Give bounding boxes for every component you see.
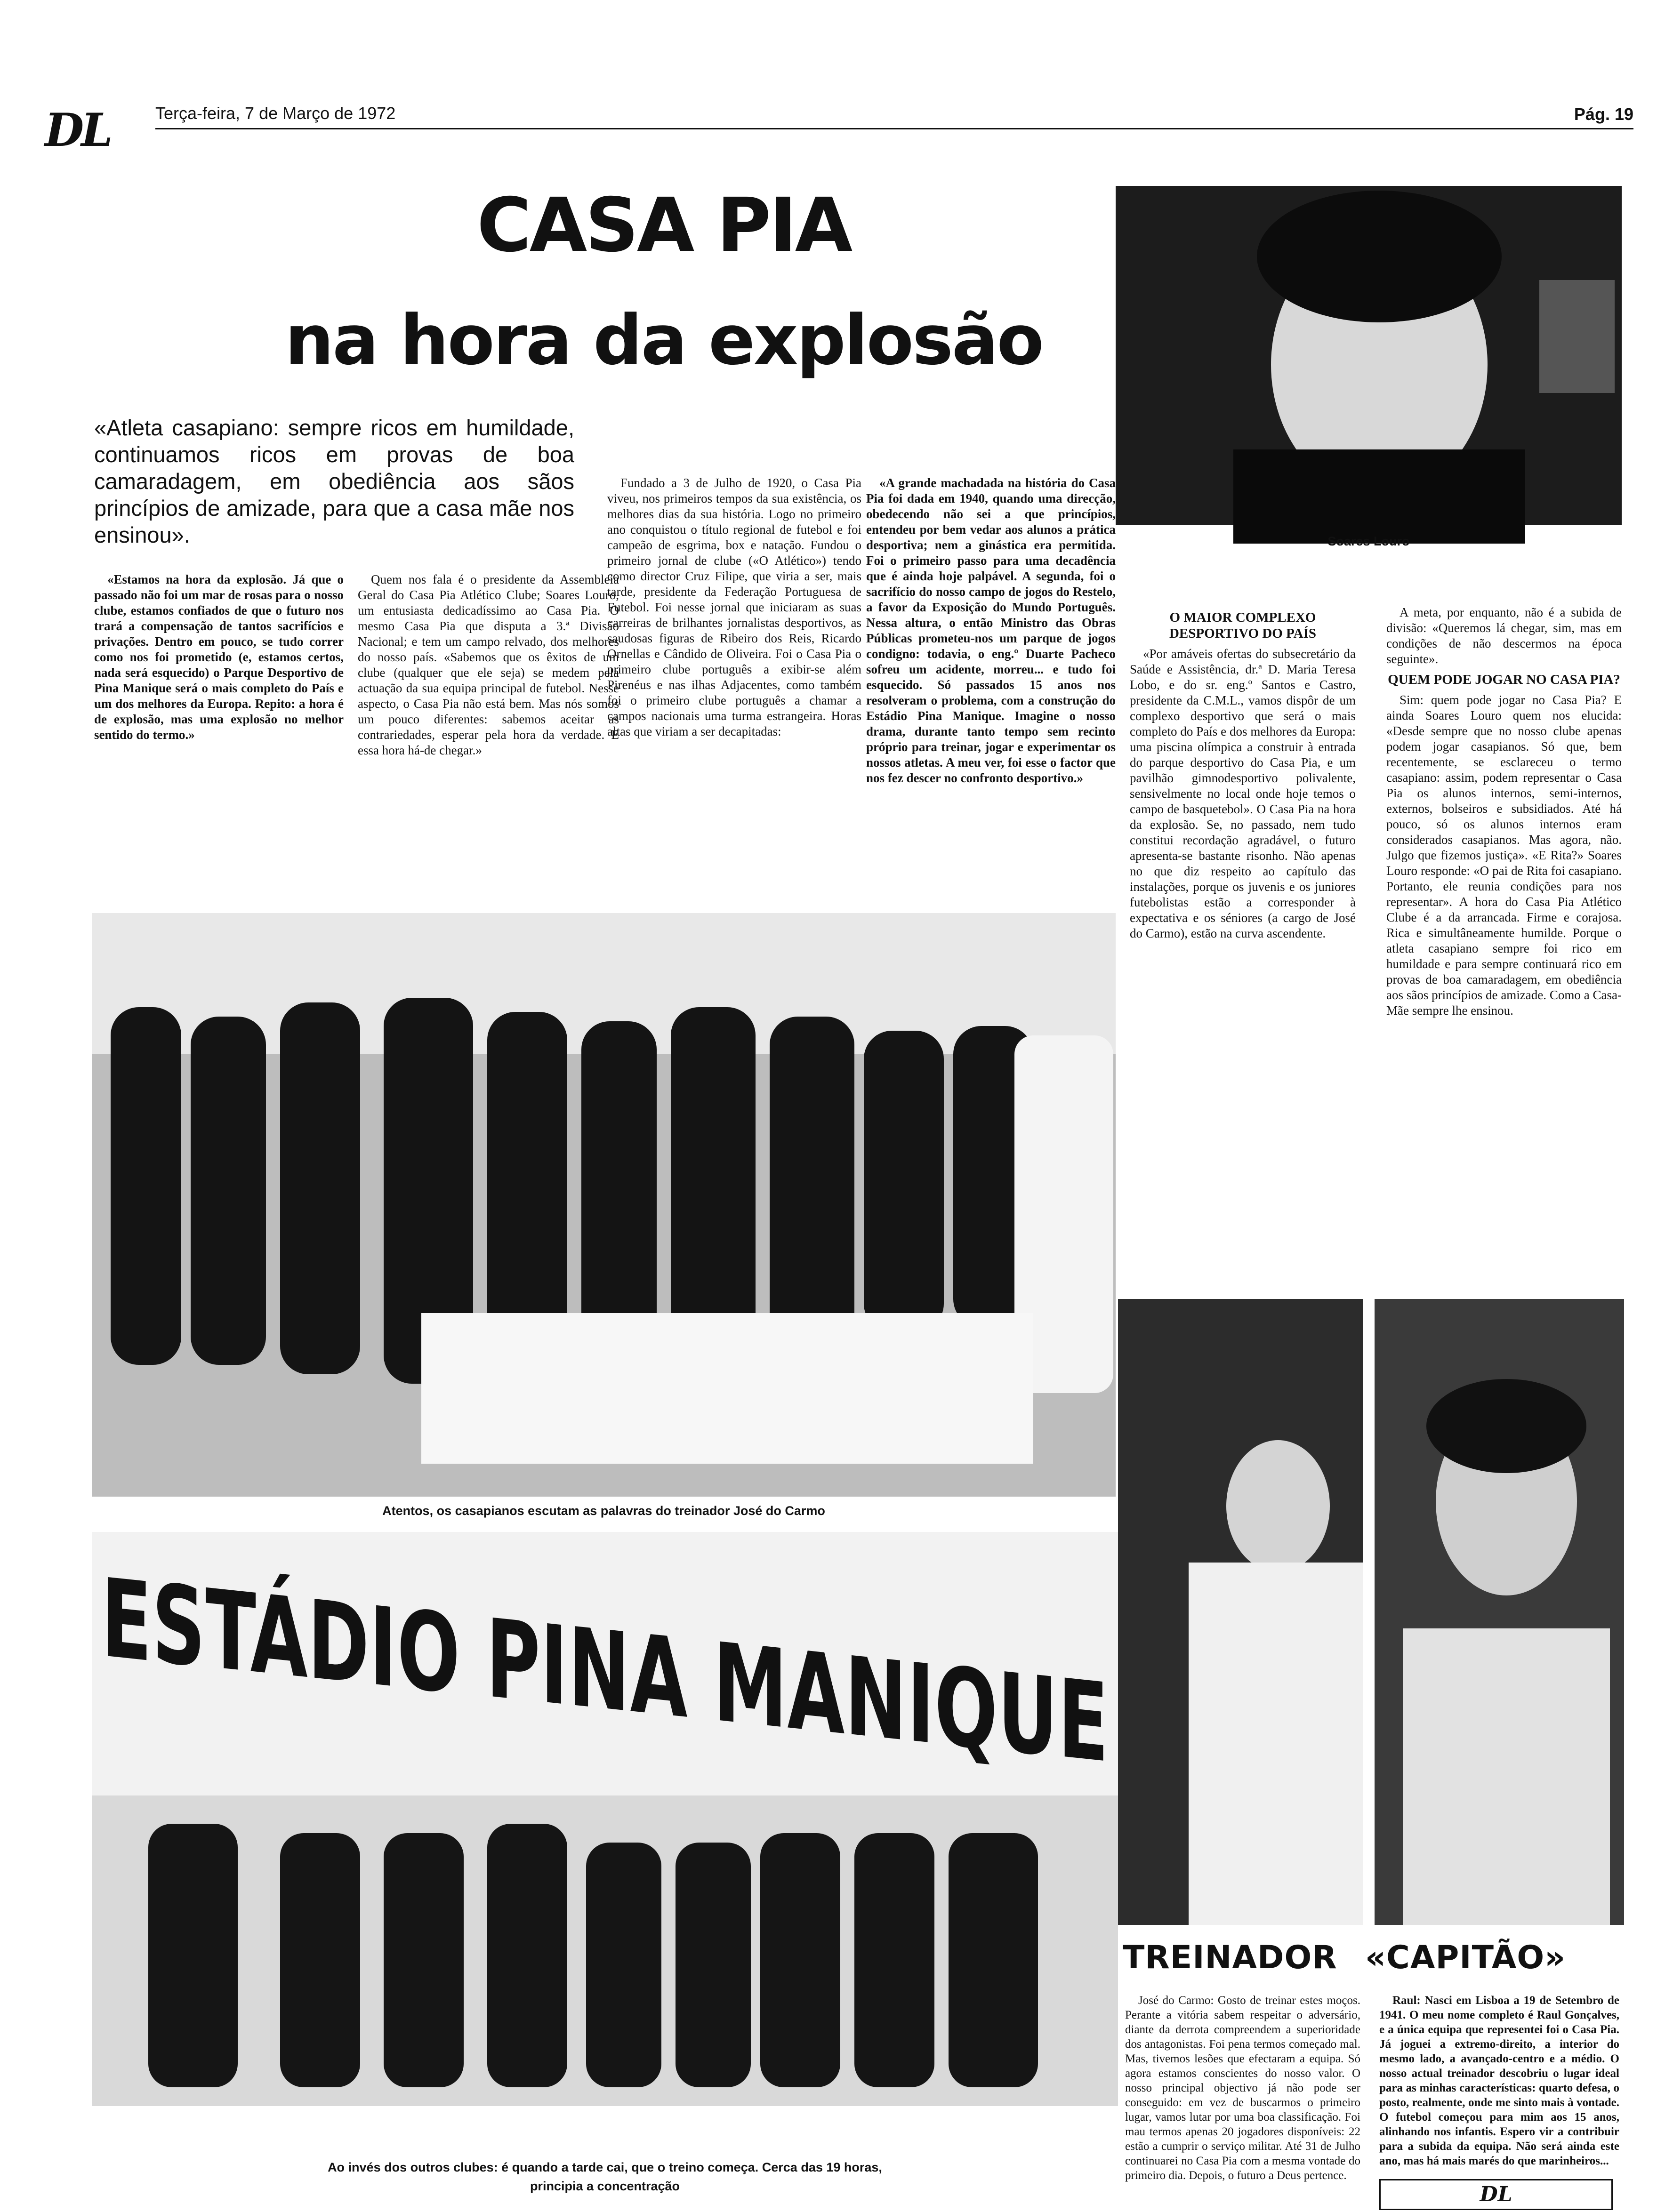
article-column-4 <box>866 475 1116 789</box>
captain-illustration <box>1375 1299 1624 1925</box>
page-number: Pág. 19 <box>1574 104 1633 124</box>
article-column-6 <box>1386 605 1622 1021</box>
portrait-photo-soares-louro <box>1116 186 1622 525</box>
header-rule <box>155 128 1633 129</box>
trainer-illustration <box>1118 1299 1363 1925</box>
stadium-caption-line-1: Ao invés dos outros clubes: é quando a tarde cai, que o treino começa. Cerca das 19 horas, <box>328 2160 882 2174</box>
newspaper-logo: DL <box>45 104 110 157</box>
issue-date: Terça-feira, 7 de Março de 1972 <box>155 104 396 123</box>
headline-subtitle: na hora da explosão <box>285 300 1043 380</box>
treinador-text: José do Carmo: Gosto de treinar estes moços. Perante a vitória sabem respeitar o adversário, diante da derrota compreendem a superioridade dos antagonistas. Foi pena termos começado mal. Mas, tivemos lesões que efectaram a equipa. Só agora estamos conscientes do nosso valor. O nosso principal objectivo já não pode ser conseguido: em vez de buscarmos o primeiro lugar, vamos lutar por uma boa classificação. Foi mau termos apenas 20 jogadores disponíveis: 22 estão a cumprir o serviço militar. Até 31 de Julho continuarei no Casa Pia com a mesma vontade do primeiro dia. Depois, o futuro a Deus pertence. <box>1125 1994 1360 2182</box>
column-1-text: «Estamos na hora da explosão. Já que o passado não foi um mar de rosas para o nosso clube, estamos confiados de que o futuro nos trará a compensação de tantos sacrifícios e privações. Dentro em pouco, se tudo correr como nos foi prometido (e, estamos certos, nada será esquecido) o Parque Desportivo de Pina Manique será o mais completo do País e um dos melhores da Europa. Repito: a hora é de explosão, mas uma explosão no melhor sentido do termo.» <box>94 572 344 742</box>
lead-quote: «Atleta casapiano: sempre ricos em humildade, continuamos ricos em provas de boa camaradagem, em obediência aos sãos princípios de amizade, para que a casa mãe nos ensinou». <box>94 415 574 547</box>
treinador-column <box>1125 1993 1360 2186</box>
team-photo <box>92 913 1116 1497</box>
captain-photo <box>1375 1299 1624 1925</box>
column-5-text: «Por amáveis ofertas do subsecretário da Saúde e Assistência, dr.ª D. Maria Teresa Lobo, e do sr. eng.º Santos e Castro, presidente da C.M.L., vamos dispôr de um complexo desportivo que será o mais completo do País e dos melhores da Europa: uma piscina olímpica a construir à entrada do parque desportivo do Casa Pia, e um pavilhão gimnodesportivo polivalente, sensivelmente no local onde hoje temos o campo de basquetebol». O Casa Pia na hora da explosão. Se, no passado, nem tudo constitui recordação agradável, o futuro apresenta-se bastante risonho. Não apenas no que diz respeito ao capítulo das instalações, porque os juvenis e os juniores futebolistas estão a corresponder à expectativa e os séniores (a cargo de José do Carmo), estão na curva ascendente. <box>1130 647 1356 940</box>
article-column-3 <box>607 475 861 742</box>
footer-signature-box <box>1379 2179 1613 2210</box>
capitao-text: Raul: Nasci em Lisboa a 19 de Setembro de 1941. O meu nome completo é Raul Gonçalves, e a única equipa que representei foi o Casa Pia. Já joguei a extremo-direito, a interior do mesmo lado, a avançado-centro e a médio. O nosso actual treinador descobriu o lugar ideal para as minhas características: quarto defesa, o posto, realmente, onde me sinto mais à vontade. O futebol começou para mim aos 15 anos, alinhando nos infantis. Espero vir a contribuir para a subida da equipa. Não será ainda este ano, mas há mais marés do que marinheiros... <box>1379 1994 1619 2167</box>
column-2-text: Quem nos fala é o presidente da Assembleia Geral do Casa Pia Atlético Clube; Soares Louro, um entusiasta dedicadíssimo ao Casa Pia. O mesmo Casa Pia que disputa a 3.ª Divisão Nacional; e tem um campo relvado, dos melhores do nosso país. «Sabemos que os êxitos de um clube (qualquer que ele seja) se medem pela actuação da sua equipa principal de futebol. Nesse aspecto, o Casa Pia não está bem. Mas nós somos um pouco diferentes: sabemos aceitar as contrariedades, esperar pela hora da verdade. E essa hora há-de chegar.» <box>358 572 619 757</box>
headline-title: CASA PIA <box>476 182 851 269</box>
column-6a-text: A meta, por enquanto, não é a subida de divisão: «Queremos lá chegar, sim, mas em condições de não descermos na época seguinte». <box>1386 605 1622 666</box>
treinador-title: TREINADOR <box>1123 1939 1337 1976</box>
column-3-text: Fundado a 3 de Julho de 1920, o Casa Pia viveu, nos primeiros tempos da sua existência, os melhores dias da sua história. Logo no primeiro ano conquistou o título regional de futebol e foi campeão de esgrima, box e natação. Fundou o primeiro jornal de clube («O Atlético») tendo como director Cruz Filipe, que viria a ser, mais tarde, presidente da Federação Portuguesa de Futebol. Foi nesse jornal que iniciaram as suas carreiras de brilhantes jornalistas desportivos, as saudosas figuras de Ribeiro dos Reis, Ricardo Ornellas e Cândido de Oliveira. Foi o Casa Pia o primeiro clube português a exibir-se além Pirenéus e nas ilhas Adjacentes, como também foi o primeiro clube português a chamar a campos nacionais uma turma estrangeira. Horas altas que viriam a ser decapitadas: <box>607 476 861 738</box>
subheading-quem-pode-jogar: QUEM PODE JOGAR NO CASA PIA? <box>1388 672 1620 687</box>
subheading-complexo: O MAIOR COMPLEXO DESPORTIVO DO PAÍS <box>1169 610 1317 641</box>
column-4-text: «A grande machadada na história do Casa Pia foi dada em 1940, quando uma direcção, obedecendo não sei a que princípios, entendeu por bem vedar aos alunos a prática desportiva; nem a ginástica era permitida. Foi o primeiro passo para uma decadência que é ainda hoje palpável. A segunda, foi o sacrifício do nosso campo de jogos do Restelo, a favor da Exposição do Mundo Português. Nessa altura, o então Ministro das Obras Públicas prometeu-nos um parque de jogos condigno: todavia, o eng.º Duarte Pacheco sofreu um acidente, morreu... e tudo foi esquecido. Só passados 15 anos nos resolveram o problema, com a construção do Estádio Pina Manique. Imagine o nosso drama, durante tanto tempo sem recinto próprio para treinar, jogar e experimentar os nossos atletas. A meu ver, foi esse o factor que nos fez descer no confronto desportivo.» <box>866 476 1116 785</box>
article-column-1 <box>94 572 344 745</box>
stadium-sign-text: ESTÁDIO PINA MANIQUE <box>101 1555 1570 1835</box>
team-illustration <box>92 913 1116 1497</box>
footer-signature: DL <box>1480 2182 1512 2206</box>
article-column-2 <box>358 572 619 761</box>
stadium-caption-line-2: principia a concentração <box>530 2179 680 2193</box>
column-6b-text: Sim: quem pode jogar no Casa Pia? E ainda Soares Louro quem nos elucida: «Desde sempre que no nosso clube apenas podem jogar casapianos. Só que, bem recentemente, se esclareceu o termo casapiano: assim, podem representar o Casa Pia os alunos internos, semi-internos, externos, bolseiros e subsidiados. Até há pouco, só os alunos internos eram considerados casapianos. Mas agora, não. Julgo que fizemos justiça». «E Rita?» Soares Louro responde: «O pai de Rita foi casapiano. Portanto, ele reunia condições para nos representar». A hora do Casa Pia Atlético Clube é a da arrancada. Firme e corajosa. Rica e simultâneamente humilde. Porque o atleta casapiano sempre foi rico em humildade e para sempre continuará rico em provas de boa camaradagem, em obediência aos sãos princípios de amizade. Como a Casa-Mãe sempre lhe ensinou. <box>1386 693 1622 1018</box>
capitao-column <box>1379 1993 1619 2171</box>
capitao-title: «CAPITÃO» <box>1365 1939 1566 1976</box>
team-photo-caption: Atentos, os casapianos escutam as palavras do treinador José do Carmo <box>382 1504 825 1518</box>
article-column-5 <box>1130 605 1356 944</box>
trainer-photo <box>1118 1299 1363 1925</box>
portrait-illustration <box>1116 186 1622 525</box>
portrait-caption: Soares Louro <box>1327 534 1410 548</box>
